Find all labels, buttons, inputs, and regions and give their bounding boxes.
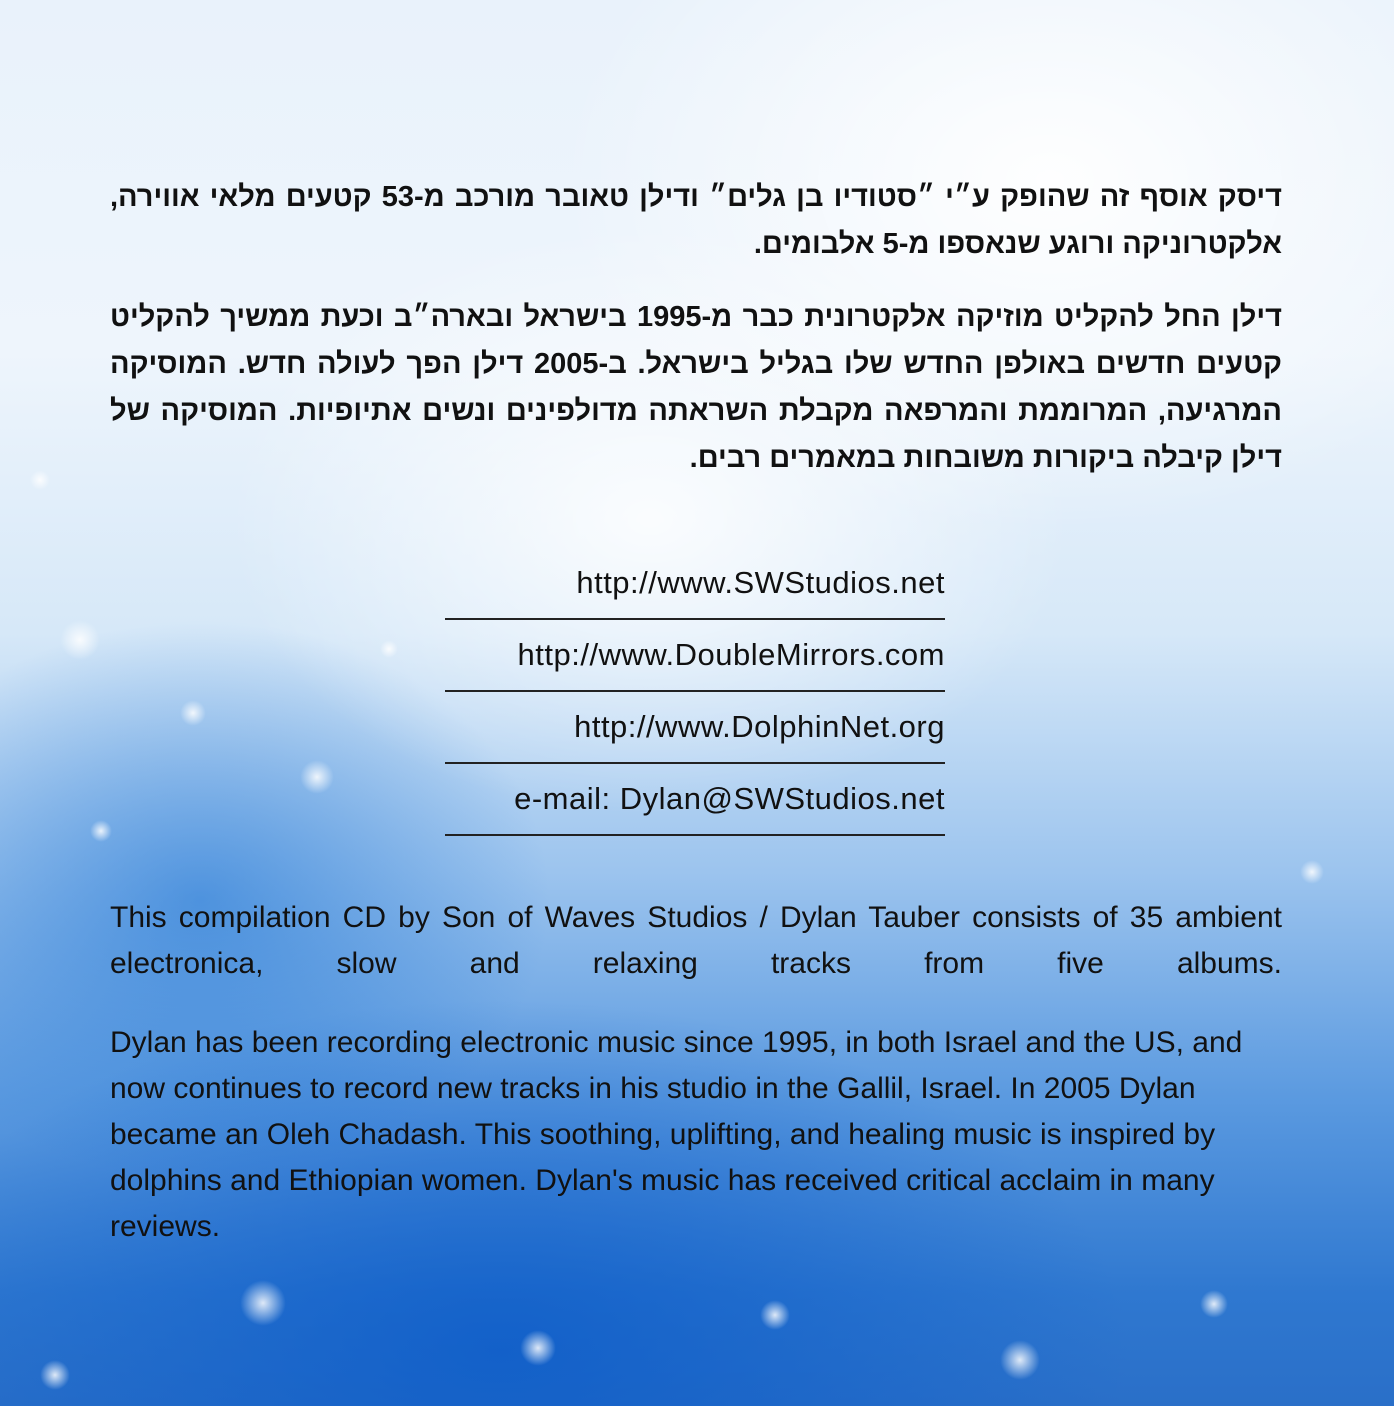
links-list bbox=[445, 548, 945, 836]
link-doublemirrors[interactable]: http://www.DoubleMirrors.com bbox=[445, 620, 945, 692]
email-link[interactable]: e-mail: Dylan@SWStudios.net bbox=[445, 764, 945, 836]
link-dolphinnet[interactable]: http://www.DolphinNet.org bbox=[445, 692, 945, 764]
english-paragraph-1: This compilation CD by Son of Waves Studios / Dylan Tauber consists of 35 ambient electronica, slow and relaxing tracks from five albums. bbox=[110, 901, 1282, 980]
hebrew-paragraph-1: דיסק אוסף זה שהופק ע״י ״סטודיו בן גלים״ ודילן טאובר מורכב מ-53 קטעים מלאי אווירה, אלקטרוניקה ורוגע שנאספו מ-5 אלבומים. bbox=[110, 181, 1282, 260]
english-paragraph-2: Dylan has been recording electronic music since 1995, in both Israel and the US, and now continues to record new tracks in his studio in the Gallil, Israel. In 2005 Dylan became an Oleh Chadash. This soothing, uplifting, and healing music is inspired by dolphins and Ethiopian women. Dylan's music has received critical acclaim in many reviews. bbox=[110, 1026, 1243, 1243]
link-swstudios[interactable]: http://www.SWStudios.net bbox=[445, 548, 945, 620]
hebrew-paragraph-2: דילן החל להקליט מוזיקה אלקטרונית כבר מ-1995 בישראל ובארה״ב וכעת ממשיך להקליט קטעים חדשים באולפן החדש שלו בגליל בישראל. ב-2005 דילן הפך לעולה חדש. המוסיקה המרגיעה, המרוממת והמרפאה מקבלת השראתה מדולפינים ונשים אתיופיות. המוסיקה של דילן קיבלה ביקורות משובחות במאמרים רבים. bbox=[110, 301, 1282, 474]
